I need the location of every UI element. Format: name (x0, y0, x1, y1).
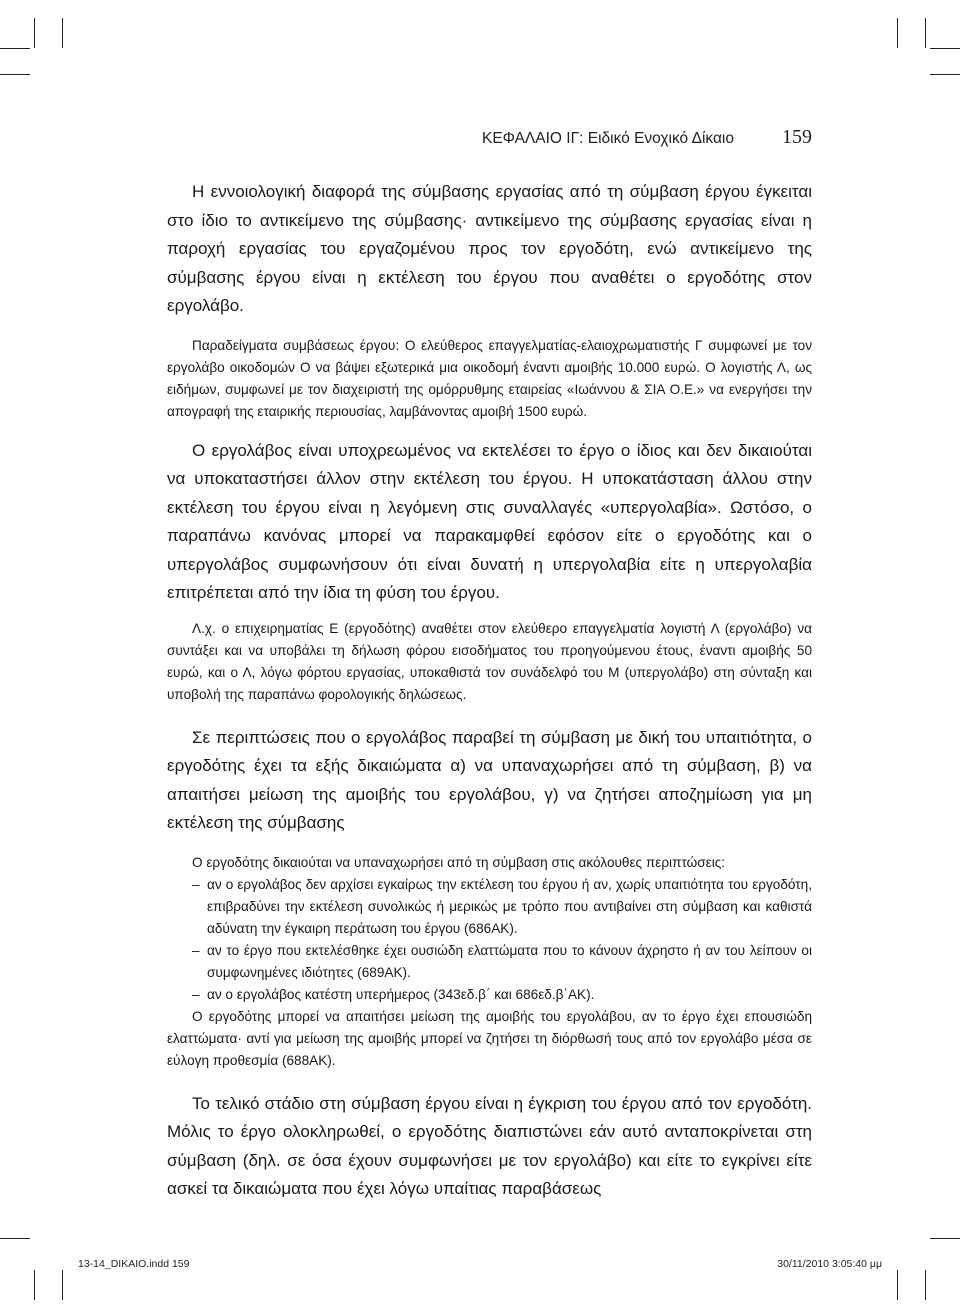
list-item-text: αν ο εργολάβος δεν αρχίσει εγκαίρως την εκτέλεση του έργου ή αν, χωρίς υπαιτιότητα του εργοδότη, επιβραδύνει την εκτέλεση συνολικώς ή μερικώς με τρόπο που αντιβαίνει στη σύμβαση και καθιστά αδύνατη την έγκαιρη περάτωση του έργου (686ΑΚ). (207, 876, 812, 936)
list-item (167, 874, 812, 940)
running-header (482, 126, 812, 154)
chapter-title: ΚΕΦΑΛΑΙΟ ΙΓ: Ειδικό Ενοχικό Δίκαιο (482, 130, 734, 147)
crop-mark (925, 18, 926, 48)
crop-mark (930, 1238, 960, 1239)
example-paragraph-1: Παραδείγματα συμβάσεως έργου: Ο ελεύθερος επαγγελματίας-ελαιοχρωματιστής Γ συμφωνεί με τον εργολάβο οικοδομών Ο να βάψει εξωτερικά μια οικοδομή έναντι αμοιβής 10.000 ευρώ. Ο λογιστής Λ, ως ειδήμων, συμφωνεί με τον διαχειριστή της ομόρρυθμης εταιρείας «Ιωάννου & ΣΙΑ Ο.Ε.» να ενεργήσει την απογραφή της εταιρικής περιουσίας, λαμβάνοντας αμοιβή 1500 ευρώ. (167, 337, 812, 419)
crop-mark (34, 18, 35, 48)
crop-mark (0, 48, 30, 49)
page-number: 159 (782, 126, 812, 148)
crop-mark (0, 1238, 30, 1239)
list-item-text: αν ο εργολάβος κατέστη υπερήμερος (343εδ.β΄ και 686εδ.β΄ΑΚ). (207, 986, 595, 1002)
price-reduction-paragraph: Ο εργοδότης μπορεί να απαιτήσει μείωση της αμοιβής του εργολάβου, αν το έργο έχει επουσιώδη ελαττώματα· αντί για μείωση της αμοιβής μπορεί να ζητήσει τη διόρθωσή τους από τον εργολάβο μέσα σε εύλογη προθεσμία (688ΑΚ). (167, 1008, 812, 1068)
rescission-intro: Ο εργοδότης δικαιούται να υπαναχωρήσει από τη σύμβαση στις ακόλουθες περιπτώσεις: (192, 854, 726, 870)
dash-bullet: – (192, 942, 200, 958)
list-item-text: αν το έργο που εκτελέσθηκε έχει ουσιώδη ελαττώματα που το κάνουν άχρηστο ή αν του λείπουν οι συμφωνημένες ιδιότητες (689ΑΚ). (207, 942, 812, 980)
crop-mark (0, 74, 30, 75)
example-paragraph-2: Λ.χ. ο επιχειρηματίας Ε (εργοδότης) αναθέτει στον ελεύθερο επαγγελματία λογιστή Λ (εργολάβο) να συντάξει και να υποβάλει τη δήλωση φόρου εισοδήματος του προηγούμενου έτους, έναντι αμοιβής 50 ευρώ, και ο Λ, λόγω φόρτου εργασίας, υποκαθιστά τον συνάδελφό του Μ (υπεργολάβο) στη σύνταξη και υποβολή της παραπάνω φορολογικής δηλώσεως. (167, 620, 812, 702)
crop-mark (897, 18, 898, 48)
crop-mark (62, 18, 63, 48)
list-item (167, 940, 812, 984)
file-slug: 13-14_DIKAIO.indd 159 (78, 1258, 190, 1270)
crop-mark (930, 74, 960, 75)
page-body (167, 178, 812, 1204)
crop-mark (930, 48, 960, 49)
body-paragraph-3: Σε περιπτώσεις που ο εργολάβος παραβεί τη σύμβαση με δική του υπαιτιότητα, ο εργοδότης έχει τα εξής δικαιώματα α) να υπαναχωρήσει από τη σύμβαση, β) να απαιτήσει μείωση της αμοιβής του εργολάβου, γ) να ζητήσει αποζημίωση για μη εκτέλεση της σύμβασης (167, 727, 812, 832)
dash-bullet: – (192, 986, 200, 1002)
body-paragraph-1: Η εννοιολογική διαφορά της σύμβασης εργασίας από τη σύμβαση έργου έγκειται στο ίδιο το αντικείμενο της σύμβασης· αντικείμενο της σύμβασης εργασίας είναι η παροχή εργασίας του εργαζομένου προς τον εργοδότη, ενώ αντικείμενο της σύμβασης έργου είναι η εκτέλεση του έργου που αναθέτει ο εργοδότης στον εργολάβο. (167, 182, 812, 315)
date-slug: 30/11/2010 3:05:40 μμ (777, 1258, 882, 1270)
dash-bullet: – (192, 876, 200, 892)
remedies-section (167, 852, 812, 1072)
list-item (167, 984, 812, 1006)
printer-slug (0, 1258, 960, 1278)
body-paragraph-4: Το τελικό στάδιο στη σύμβαση έργου είναι η έγκριση του έργου από τον εργοδότη. Μόλις το έργο ολοκληρωθεί, ο εργοδότης διαπιστώνει εάν αυτό ανταποκρίνεται στη σύμβαση (δηλ. σε όσα έχουν συμφωνήσει με τον εργολάβο) και είτε το εγκρίνει είτε ασκεί τα δικαιώματα που έχει λόγω υπαίτιας παραβάσεως (167, 1093, 812, 1198)
body-paragraph-2: Ο εργολάβος είναι υποχρεωμένος να εκτελέσει το έργο ο ίδιος και δεν δικαιούται να υποκαταστήσει άλλον στην εκτέλεση του έργου. Η υποκατάσταση άλλου στην εκτέλεση του έργου είναι η λεγόμενη στις συναλλαγές «υπεργολαβία». Ωστόσο, ο παραπάνω κανόνας μπορεί να παρακαμφθεί εφόσον είτε ο εργοδότης και ο υπεργολάβος συμφωνήσουν ότι είναι δυνατή η υπεργολαβία είτε η υπεργολαβία επιτρέπεται από την ίδια τη φύση του έργου. (167, 440, 812, 602)
